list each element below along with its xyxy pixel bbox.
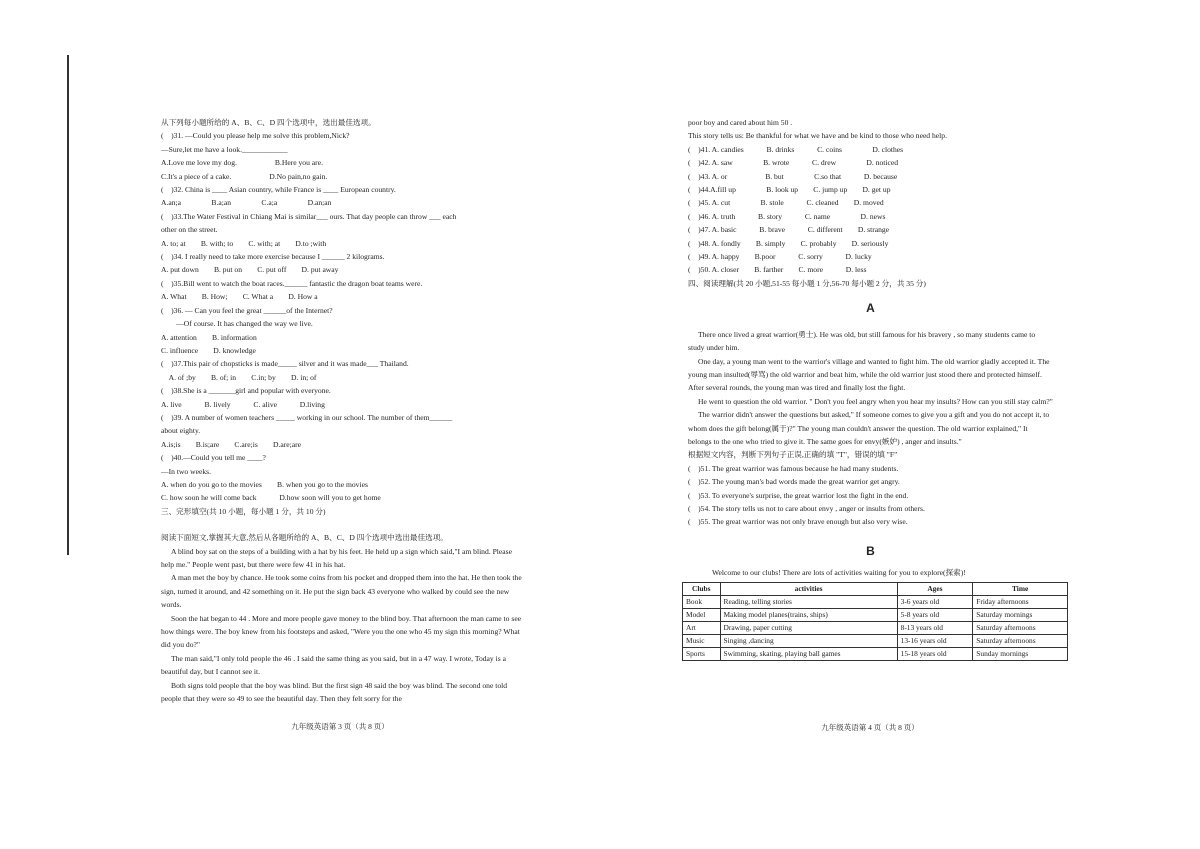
table-header-cell: Ages bbox=[897, 582, 973, 595]
true-false-item: ( )52. The young man's bad words made the great warrior get angry. bbox=[688, 477, 900, 487]
section-b-title: B bbox=[866, 543, 875, 558]
question-line: A. to; at B. with; to C. with; at D.to ;with bbox=[161, 238, 327, 248]
clubs-table bbox=[682, 582, 1068, 661]
table-cell: 15-18 years old bbox=[897, 647, 973, 660]
table-cell: Art bbox=[683, 621, 721, 634]
question-line: ( )35.Bill went to watch the boat races.______ fantastic the dragon boat teams were. bbox=[161, 278, 423, 288]
table-cell: 13-16 years old bbox=[897, 634, 973, 647]
table-row bbox=[683, 621, 1068, 634]
question-line: ( )38.She is a _______girl and popular with everyone. bbox=[161, 386, 331, 396]
question-line: ( )36. — Can you feel the great ______of the Internet? bbox=[161, 305, 333, 315]
question-line: —In two weeks. bbox=[161, 466, 211, 476]
question-line: A. put down B. put on C. put off D. put away bbox=[161, 265, 339, 275]
passage-a-paragraph: He went to question the old warrior. " Don't you feel angry when you hear my insults? How can you still stay calm?" bbox=[698, 396, 1053, 406]
left-page bbox=[161, 116, 523, 705]
cloze-ending bbox=[688, 116, 1053, 143]
true-false-item: ( )54. The story tells us not to care about envy , anger or insults from others. bbox=[688, 503, 925, 513]
table-cell: Friday afternoons bbox=[973, 595, 1068, 608]
question-line: A.an;a B.a;an C.a;a D.an;an bbox=[161, 198, 332, 208]
cloze-paragraph: A man met the boy by chance. He took some coins from his pocket and dropped them into the hat. He then took the sign, turned it around, and 42 something on it. He put the sign back 43 everyone who walked by could see the new words. bbox=[161, 573, 522, 610]
question-line: A.is;is B.is;are C.are;is D.are;are bbox=[161, 439, 302, 449]
passage-a-paragraph: One day, a young man went to the warrior's village and wanted to fight him. The old warrior gladly accepted it. The young man insulted(辱骂) the old warrior and beat him, while the old warrior just stood there and protected himself. After several rounds, the young man was tired and finally lost the fight. bbox=[688, 356, 1050, 393]
question-line: —Sure,let me have a look.____________ bbox=[161, 144, 288, 154]
table-header-cell: Clubs bbox=[683, 582, 721, 595]
question-line: C. how soon he will come back D.how soon will you to get home bbox=[161, 493, 381, 503]
table-cell: Swimming, skating, playing ball games bbox=[720, 647, 897, 660]
table-cell: 8-13 years old bbox=[897, 621, 973, 634]
cloze-paragraph: The man said,"I only told people the 46 . I said the same thing as you said, but in a 47 way. I wrote, Today is a beautiful day, but I cannot see it. bbox=[161, 653, 506, 677]
question-line: ( )39. A number of women teachers _____ working in our school. The number of them______ bbox=[161, 412, 453, 422]
clubs-intro: Welcome to our clubs! There are lots of activities waiting for you to explore(探索)! bbox=[712, 568, 966, 578]
question-line: about eighty. bbox=[161, 426, 201, 436]
cloze-paragraph: Both signs told people that the boy was blind. But the first sign 48 said the boy was blind. The second one told people that they were so 49 to see the beautiful day. Then they felt sorry for the bbox=[161, 680, 508, 704]
binding-margin-line bbox=[67, 55, 69, 555]
question-line: other on the street. bbox=[161, 225, 218, 235]
table-row bbox=[683, 647, 1068, 660]
cloze-option-row: ( )44.A.fill up B. look up C. jump up D. get up bbox=[688, 185, 891, 195]
true-false-item: ( )55. The great warrior was not only brave enough but also very wise. bbox=[688, 517, 908, 527]
cloze-option-row: ( )45. A. cut B. stole C. cleaned D. moved bbox=[688, 198, 884, 208]
cloze-option-row: ( )49. A. happy B.poor C. sorry D. lucky bbox=[688, 252, 872, 262]
question-line: C.It's a piece of a cake. D.No pain,no gain. bbox=[161, 171, 328, 181]
table-cell: Drawing, paper cutting bbox=[720, 621, 897, 634]
table-cell: Saturday mornings bbox=[973, 608, 1068, 621]
question-line: ( )37.This pair of chopsticks is made_____ silver and it was made___ Thailand. bbox=[161, 359, 409, 369]
right-page-footer: 九年级英语第 4 页（共 8 页） bbox=[821, 723, 919, 732]
table-cell: Saturday afternoons bbox=[973, 634, 1068, 647]
cloze-paragraph: A blind boy sat on the steps of a building with a hat by his feet. He held up a sign which said,"I am blind. Please help me." People went past, but there were few 41 in his hat. bbox=[161, 546, 512, 569]
question-line: ( )31. —Could you please help me solve this problem,Nick? bbox=[161, 131, 350, 141]
question-line: A. when do you go to the movies B. when you go to the movies bbox=[161, 479, 368, 489]
passage-a bbox=[688, 328, 1053, 449]
passage-line: poor boy and cared about him 50 . bbox=[688, 118, 793, 127]
question-line: A.Love me love my dog. B.Here you are. bbox=[161, 158, 323, 168]
table-row bbox=[683, 608, 1068, 621]
question-line: ( )34. I really need to take more exercise because I ______ 2 kilograms. bbox=[161, 252, 385, 262]
left-question-list bbox=[161, 116, 523, 518]
cloze-option-row: ( )48. A. fondly B. simply C. probably D. seriously bbox=[688, 238, 889, 248]
clubs-table-header bbox=[683, 582, 1068, 595]
cloze-option-row: ( )43. A. or B. but C.so that D. because bbox=[688, 171, 898, 181]
clubs-table-body bbox=[683, 595, 1068, 660]
table-header-cell: activities bbox=[720, 582, 897, 595]
reading-section-header: 四、阅读理解(共 20 小题,51-55 每小题 1 分,56-70 每小题 2 分，共 35 分) bbox=[688, 278, 926, 288]
table-cell: Reading, telling stories bbox=[720, 595, 897, 608]
cloze-option-row: ( )42. A. saw B. wrote C. drew D. noticed bbox=[688, 158, 899, 168]
true-false-item: ( )51. The great warrior was famous because he had many students. bbox=[688, 463, 899, 473]
table-header-cell: Time bbox=[973, 582, 1068, 595]
question-line: A. of ;by B. of; in C.in; by D. in; of bbox=[161, 372, 317, 382]
question-line: ( )40.—Could you tell me ____? bbox=[161, 453, 266, 463]
question-line: 从下列每小题所给的 A、B、C、D 四个选项中，选出最佳选项。 bbox=[161, 118, 376, 127]
table-cell: Sunday mornings bbox=[973, 647, 1068, 660]
question-line: A. What B. How; C. What a D. How a bbox=[161, 292, 318, 302]
question-line: ( )32. China is ____ Asian country, while France is ____ European country. bbox=[161, 185, 396, 195]
question-line: ( )33.The Water Festival in Chiang Mai is similar___ ours. That day people can throw ___ each bbox=[161, 211, 457, 221]
passage-line: This story tells us: Be thankful for what we have and be kind to those who need help. bbox=[688, 131, 947, 141]
right-page bbox=[688, 116, 1053, 661]
question-line: A. live B. lively C. alive D.living bbox=[161, 399, 325, 409]
table-cell: Music bbox=[683, 634, 721, 647]
table-cell: 5-8 years old bbox=[897, 608, 973, 621]
table-cell: 3-6 years old bbox=[897, 595, 973, 608]
table-cell: Book bbox=[683, 595, 721, 608]
question-line: C. influence D. knowledge bbox=[161, 345, 256, 355]
question-line: A. attention B. information bbox=[161, 332, 257, 342]
cloze-option-row: ( )41. A. candies B. drinks C. coins D. clothes bbox=[688, 144, 904, 154]
passage-a-paragraph: There once lived a great warrior(勇士). He was old, but still famous for his bravery , so many students came to study under him. bbox=[688, 329, 1036, 353]
table-cell: Sports bbox=[683, 647, 721, 660]
table-cell: Singing ,dancing bbox=[720, 634, 897, 647]
true-false-instruction: 根据短文内容，判断下列句子正误,正确的填 "T"，错误的填 "F" bbox=[688, 450, 898, 460]
cloze-paragraph: Soon the hat began to 44 . More and more people gave money to the blind boy. That afternoon the man came to see how things were. The boy knew from his footsteps and asked, "Were you the one who 45 my sign this morning? What did you do?" bbox=[161, 613, 522, 650]
table-cell: Making model planes(trains, ships) bbox=[720, 608, 897, 621]
left-page-footer: 九年级英语第 3 页（共 8 页） bbox=[291, 722, 389, 731]
true-false-item: ( )53. To everyone's surprise, the great warrior lost the fight in the end. bbox=[688, 490, 909, 500]
question-line: 三、完形填空(共 10 小题，每小题 1 分，共 10 分) bbox=[161, 506, 326, 516]
table-cell: Saturday afternoons bbox=[973, 621, 1068, 634]
passage-a-paragraph: The warrior didn't answer the questions but asked," If someone comes to give you a gift and you do not accept it, to whom does the gift belong(属于)?" The young man couldn't answer the question. The old warrior explained," It belongs to the one who tried to give it. The same goes for envy(嫉妒) , anger and insults." bbox=[688, 410, 1050, 446]
question-line: —Of course. It has changed the way we live. bbox=[161, 319, 313, 329]
cloze-option-row: ( )50. A. closer B. farther C. more D. less bbox=[688, 265, 867, 275]
cloze-options bbox=[688, 143, 1053, 277]
cloze-passage bbox=[161, 545, 523, 706]
table-row bbox=[683, 595, 1068, 608]
table-row bbox=[683, 634, 1068, 647]
cloze-option-row: ( )47. A. basic B. brave C. different D. strange bbox=[688, 225, 890, 235]
true-false-items bbox=[688, 462, 1053, 529]
cloze-instruction: 阅读下面短文,掌握其大意,然后从各题所给的 A、B、C、D 四个选项中选出最佳选项。 bbox=[161, 533, 448, 543]
cloze-option-row: ( )46. A. truth B. story C. name D. news bbox=[688, 211, 886, 221]
section-a-title: A bbox=[866, 301, 875, 316]
table-cell: Model bbox=[683, 608, 721, 621]
